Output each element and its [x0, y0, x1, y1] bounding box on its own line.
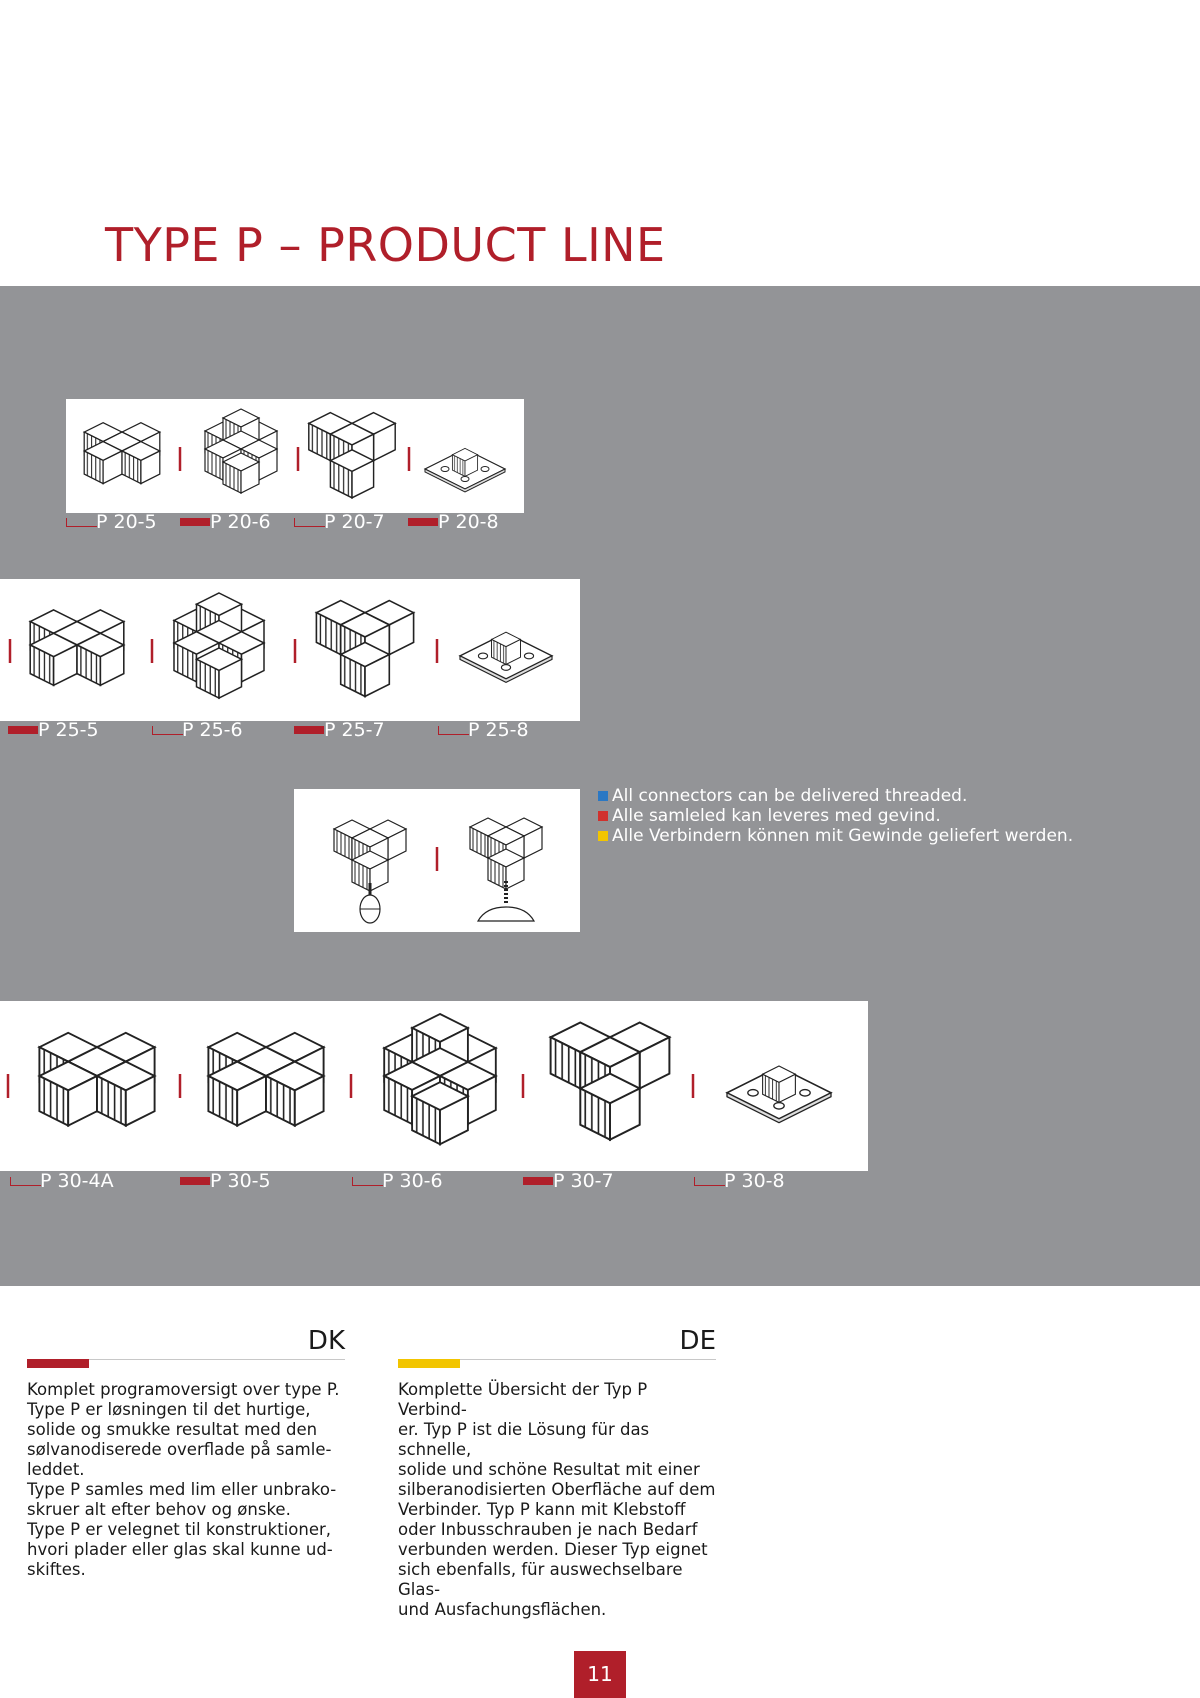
- product-label: P 30-7: [553, 1170, 614, 1192]
- threaded-notes: [598, 786, 1073, 846]
- note-text: Alle samleled kan leveres med gevind.: [612, 806, 941, 826]
- de-column: [398, 1325, 716, 1620]
- accent-bar: [398, 1359, 460, 1368]
- connector-3way-icon: [309, 413, 395, 498]
- row-marker: [523, 1177, 553, 1185]
- column-rule: [27, 1359, 345, 1368]
- connector-cross-icon: [208, 1033, 323, 1126]
- p25-image-panel: [0, 579, 580, 721]
- leveling-foot-icon: [334, 820, 406, 923]
- dk-column: [27, 1325, 345, 1580]
- product-label: P 30-5: [210, 1170, 271, 1192]
- base-plate-icon: [460, 632, 552, 682]
- note-german: [598, 826, 1073, 846]
- yellow-square-icon: [598, 831, 608, 841]
- note-text: All connectors can be delivered threaded.: [612, 786, 968, 806]
- row-marker: [694, 1177, 725, 1186]
- product-label: P 30-4A: [40, 1170, 114, 1192]
- row-marker: [10, 1177, 41, 1186]
- base-plate-icon: [727, 1066, 831, 1123]
- row-marker: [352, 1177, 383, 1186]
- language-code: DE: [679, 1326, 716, 1356]
- row-marker: [294, 726, 324, 734]
- row-marker: [180, 1177, 210, 1185]
- product-label: P 20-5: [96, 511, 157, 533]
- connector-6way-icon: [174, 593, 264, 698]
- product-label: P 25-6: [182, 719, 243, 741]
- product-label: P 25-7: [324, 719, 385, 741]
- row-marker: [8, 726, 38, 734]
- connector-cross-icon: [84, 423, 160, 484]
- leveling-foot-icon: [470, 818, 542, 921]
- connector-3way-icon: [551, 1022, 670, 1139]
- p30-image-panel: [0, 1001, 868, 1171]
- product-label: P 25-5: [38, 719, 99, 741]
- note-danish: [598, 806, 1073, 826]
- row-marker: [438, 726, 469, 735]
- red-square-icon: [598, 811, 608, 821]
- row-marker: [66, 518, 97, 527]
- language-code: DK: [307, 1326, 345, 1356]
- row-marker: [180, 518, 210, 526]
- product-label: P 30-6: [382, 1170, 443, 1192]
- de-body-text: Komplette Übersicht der Typ P Verbind- er. Typ P ist die Lösung für das schnelle, solide und schöne Resultat mit einer silberanodisierten Oberfläche auf dem Verbinder. Typ P kann mit Klebstoff oder Inbusschrauben je nach Bedarf verbunden werden. Dieser Typ eignet sich ebenfalls, für auswechselbare Glas- und Ausfachungsflächen.: [398, 1380, 716, 1619]
- page-number: 11: [574, 1651, 626, 1698]
- product-label: P 20-8: [438, 511, 499, 533]
- connector-6way-icon: [205, 409, 277, 493]
- note-english: [598, 786, 1073, 806]
- base-plate-icon: [425, 448, 505, 492]
- leveling-feet-panel: [294, 789, 580, 932]
- dk-body-text: Komplet programoversigt over type P. Type P er løsningen til det hurtige, solide og smukke resultat med den sølvanodiserede overflade på samle- leddet. Type P samles med lim eller unbrako- skruer alt efter behov og ønske. Type P er velegnet til konstruktioner, hvori plader eller glas skal kunne ud- skiftes.: [27, 1380, 340, 1579]
- product-label: P 30-8: [724, 1170, 785, 1192]
- row-marker: [408, 518, 438, 526]
- connector-3way-icon: [316, 601, 413, 697]
- p20-image-panel: [66, 399, 524, 513]
- product-label: P 20-7: [324, 511, 385, 533]
- column-rule: [398, 1359, 716, 1368]
- page-title: TYPE P – PRODUCT LINE: [105, 218, 666, 272]
- connector-6way-icon: [384, 1014, 496, 1144]
- product-label: P 25-8: [468, 719, 529, 741]
- product-label: P 20-6: [210, 511, 271, 533]
- accent-bar: [27, 1359, 89, 1368]
- row-marker: [152, 726, 183, 735]
- blue-square-icon: [598, 791, 608, 801]
- connector-cross-icon: [30, 610, 124, 685]
- note-text: Alle Verbindern können mit Gewinde geliefert werden.: [612, 826, 1074, 846]
- connector-4way-icon: [39, 1033, 154, 1126]
- row-marker: [294, 518, 325, 527]
